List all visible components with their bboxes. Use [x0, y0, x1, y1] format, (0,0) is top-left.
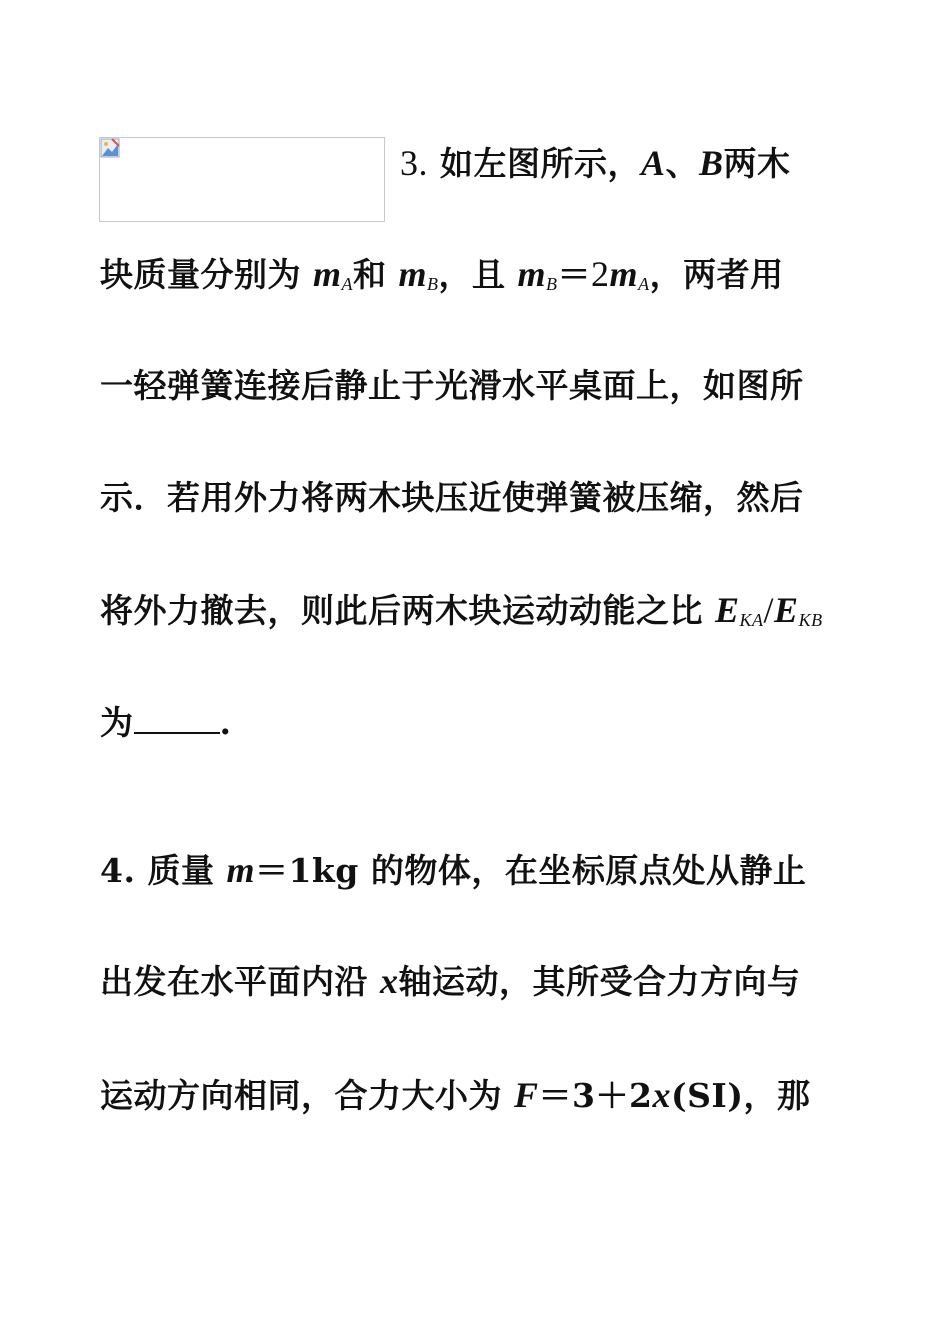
spring-blocks-figure	[99, 137, 385, 222]
q3-line-1: 3. 如左图所示，A、B两木	[400, 143, 791, 183]
q4-line-3: 运动方向相同，合力大小为 F＝3＋2x(SI)，那	[100, 1075, 811, 1115]
q3-line-4: 示．若用外力将两木块压近使弹簧被压缩，然后	[100, 478, 804, 517]
q3-line-3: 一轻弹簧连接后静止于光滑水平桌面上，如图所	[100, 366, 804, 405]
q3-line-2: 块质量分别为 $m_A$和 $m_B$，且 $m_B=2m_A$，两者用	[100, 254, 784, 294]
answer-blank[interactable]	[134, 704, 220, 734]
q4-line-1: 4. 质量 m＝1kg 的物体，在坐标原点处从静止	[100, 850, 807, 890]
broken-image-icon	[100, 138, 120, 158]
q3-line-6: 为 .	[100, 703, 232, 742]
q4-line-2: 出发在水平面内沿 x轴运动，其所受合力方向与	[100, 961, 801, 1001]
question-number: 3.	[400, 143, 428, 183]
q3-line-5: 将外力撤去，则此后两木块运动动能之比 $E_{KA}/E_{KB}$	[100, 590, 823, 630]
